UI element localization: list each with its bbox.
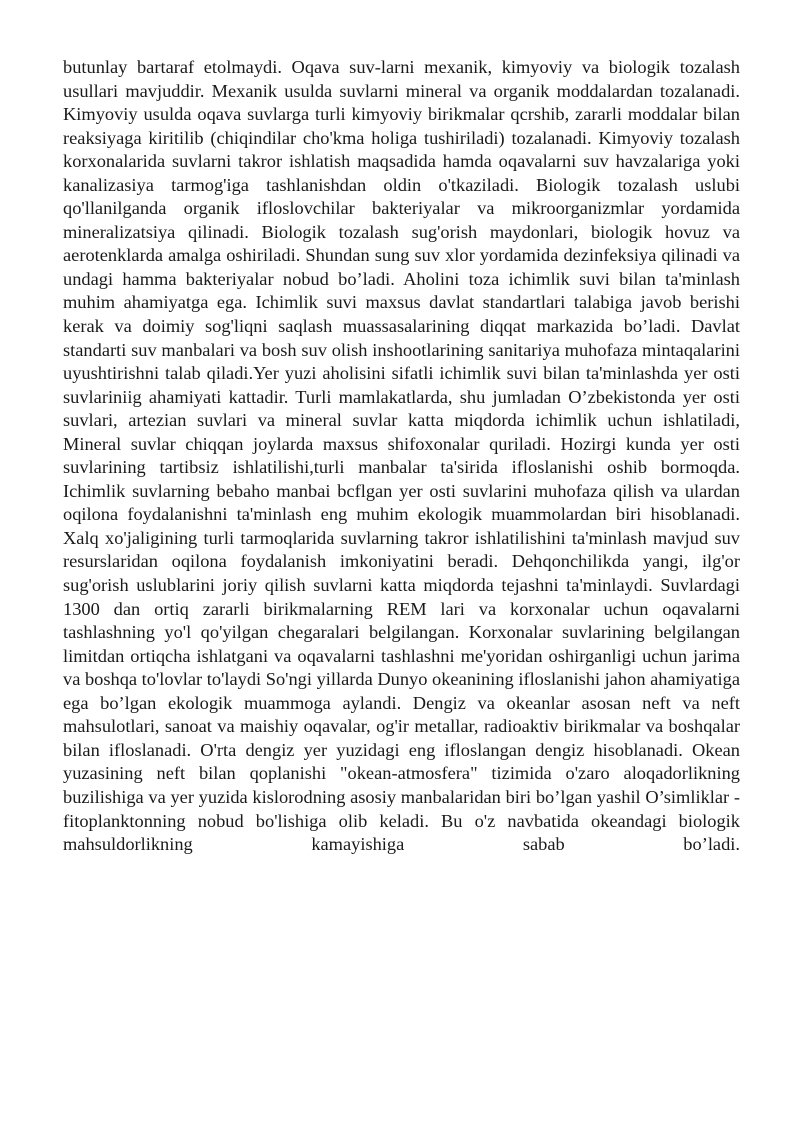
body-paragraph: butunlay bartaraf etolmaydi. Oqava suv-larni mexanik, kimyoviy va biologik tozalash usullari mavjuddir. Mexanik usulda suvlarni mineral va organik moddalardan tozalanadi. Kimyoviy usulda oqava suvlarga turli kimyoviy birikmalar qcrshib, zararli moddalar bilan reaksiyaga kiritilib (chiqindilar cho'kma holiga tushiriladi) tozalanadi. Kimyoviy tozalash korxonalarida suvlarni takror ishlatish maqsadida hamda oqavalarni suv havzalariga yoki kanalizasiya tarmog'iga tashlanishdan oldin o'tkaziladi. Biologik tozalash uslubi qo'llanilganda organik ifloslovchilar bakteriyalar va mikroorganizmlar yordamida mineralizatsiya qilinadi. Biologik tozalash sug'orish maydonlari, biologik hovuz va aerotenklarda amalga oshiriladi. Shundan sung suv xlor yordamida dezinfeksiya qilinadi va undagi hamma bakteriyalar nobud bo’ladi. Aholini toza ichimlik suvi bilan ta'minlash muhim ahamiyatga ega. Ichimlik suvi maxsus davlat standartlari talabiga javob berishi kerak va doimiy sog'liqni saqlash muassasalarining diqqat markazida bo’ladi. Davlat standarti suv manbalari va bosh suv olish inshootlarining sanitariya muhofaza mintaqalarini uyushtirishni talab qiladi.Yer yuzi aholisini sifatli ichimlik suvi bilan ta'minlashda yer osti suvlariniig ahamiyati kattadir. Turli mamlakatlarda, shu jumladan O’zbekistonda yer osti suvlari, artezian suvlari va mineral suvlar katta miqdorda ichimlik uchun ishlatiladi, Mineral suvlar chiqqan joylarda maxsus shifoxonalar quriladi. Hozirgi kunda yer osti suvlarining tartibsiz ishlatilishi,turli manbalar ta'sirida ifloslanishi oshib bormoqda. Ichimlik suvlarning bebaho manbai bcflgan yer osti suvlarini muhofaza qilish va ulardan oqilona foydalanishni ta'minlash eng muhim ekologik muammolardan biri hisoblanadi. Xalq xo'jaligining turli tarmoqlarida suvlarning takror ishlatilishini ta'minlash mavjud suv resurslaridan oqilona foydalanish imkoniyatini beradi. Dehqonchilikda yangi, ilg'or sug'orish uslublarini joriy qilish suvlarni katta miqdorda tejashni ta'minlaydi. Suvlardagi 1300 dan ortiq zararli birikmalarning REM lari va korxonalar uchun oqavalarni tashlashning yo'l qo'yilgan chegaralari belgilangan. Korxonalar suvlarining belgilangan limitdan ortiqcha ishlatgani va oqavalarni tashlashni me'yoridan oshirganligi uchun jarima va boshqa to'lovlar to'laydi So'ngi yillarda Dunyo okeanining ifloslanishi jahon ahamiyatiga ega bo’lgan ekologik muammoga aylandi. Dengiz va okeanlar asosan neft va neft mahsulotlari, sanoat va maishiy oqavalar, og'ir metallar, radioaktiv birikmalar va boshqalar bilan ifloslanadi. O'rta dengiz yer yuzidagi eng ifloslangan dengiz hisoblanadi. Okean yuzasining neft bilan qoplanishi "okean-atmosfera" tizimida o'zaro aloqadorlikning buzilishiga va yer yuzida kislorodning asosiy manbalaridan biri bo’lgan yashil O’simliklar -fitoplanktonning nobud bo'lishiga olib keladi. Bu o'z navbatida okeandagi biologik mahsuldorlikning kamayishiga sabab bo’ladi. [63, 57, 740, 855]
document-page [63, 56, 740, 857]
